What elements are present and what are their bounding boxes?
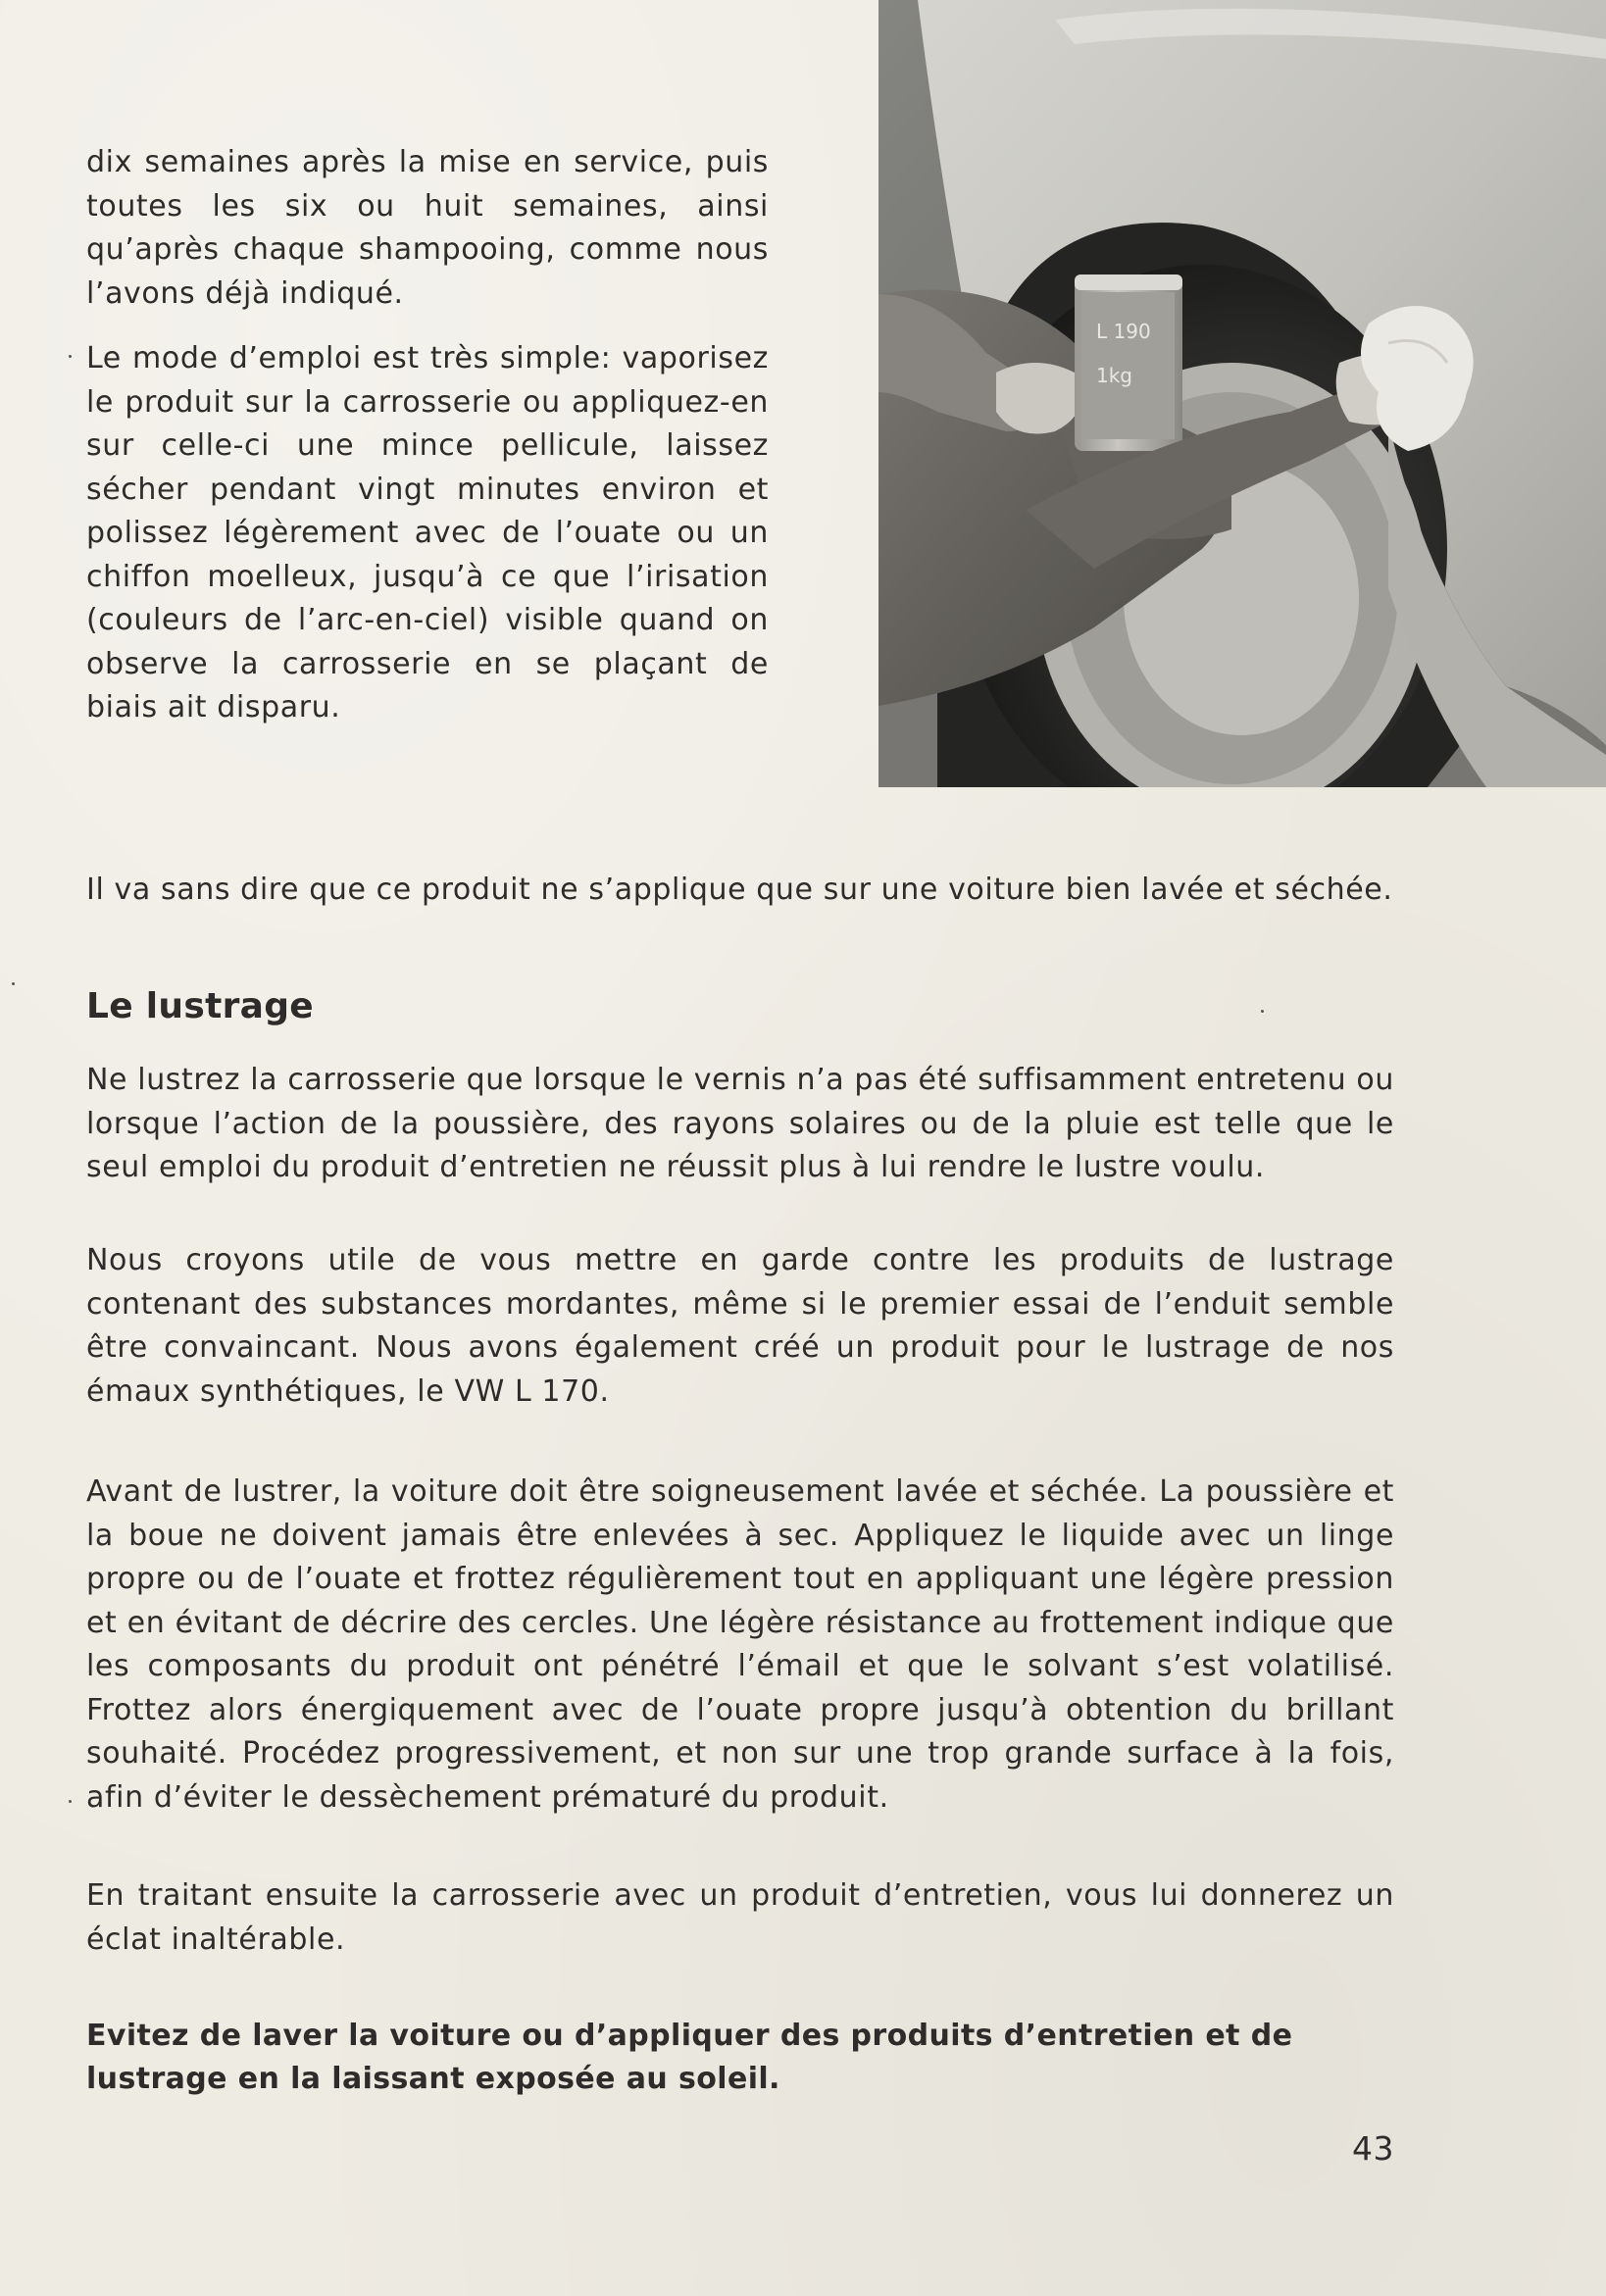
paper-speck bbox=[69, 355, 72, 358]
sun-exposure-warning: Evitez de laver la voiture ou d’appliquer des produits d’entretien et de lustrage en la laissant exposée au soleil. bbox=[86, 2019, 1293, 2096]
paragraph-polishing-procedure: Avant de lustrer, la voiture doit être soigneusement lavée et séchée. La poussière et la boue ne doivent jamais être enlevées à sec. Appliquez le liquide avec un linge propre ou de l’ouate et frottez régulièrement tout en appliquant une légère pression et en évitant de décrire des cercles. Une légère résistance au frottement indique que les composants du produit ont pénétré l’émail et que le solvant s’est volatilisé. Frottez alors énergiquement avec de l’ouate propre jusqu’à obtention du brillant souhaité. Procédez progressivement, et non sur une trop grande surface à la fois, afin d’éviter le dessèchement prématuré du produit. bbox=[86, 1474, 1394, 1815]
can-label-weight: 1kg bbox=[1096, 364, 1133, 387]
section-heading: Le lustrage bbox=[86, 986, 315, 1026]
paragraph-maintenance-result: En traitant ensuite la carrosserie avec un produit d’entretien, vous lui donnerez un éclat inaltérable. bbox=[86, 1878, 1394, 1957]
paper-speck bbox=[69, 1800, 72, 1803]
paragraph-washed-car-note: Il va sans dire que ce produit ne s’applique que sur une voiture bien lavée et séchée. bbox=[86, 873, 1393, 907]
paragraph-continued: dix semaines après la mise en service, puis toutes les six ou huit semaines, ainsi qu’après chaque shampooing, comme nous l’avons déjà indiqué. bbox=[86, 145, 769, 311]
paragraph-usage-instructions: Le mode d’emploi est très simple: vaporisez le produit sur la carrosserie ou appliquez-en sur celle-ci une mince pellicule, laissez sécher pendant vingt minutes environ et polissez légèrement avec de l’ouate ou un chiffon moelleux, jusqu’à ce que l’irisation (couleurs de l’arc-en-ciel) visible quand on observe la carrosserie en se plaçant de biais ait disparu. bbox=[86, 341, 769, 724]
paragraph-caution-products: Nous croyons utile de vous mettre en garde contre les produits de lustrage contenant des substances mordantes, même si le premier essai de l’enduit semble être convaincant. Nous avons également créé un produit pour le lustrage de nos émaux synthétiques, le VW L 170. bbox=[86, 1243, 1394, 1409]
page-number: 43 bbox=[1352, 2129, 1394, 2168]
can-label-text: L 190 bbox=[1096, 320, 1151, 343]
car-polishing-photo bbox=[878, 0, 1606, 787]
paper-speck bbox=[1261, 1010, 1264, 1013]
paragraph-when-to-polish: Ne lustrez la carrosserie que lorsque le vernis n’a pas été suffisamment entretenu ou lorsque l’action de la poussière, des rayons solaires ou de la pluie est telle que le seul emploi du produit d’entretien ne réussit plus à lui rendre le lustre voulu. bbox=[86, 1063, 1394, 1184]
paper-speck bbox=[12, 982, 15, 985]
